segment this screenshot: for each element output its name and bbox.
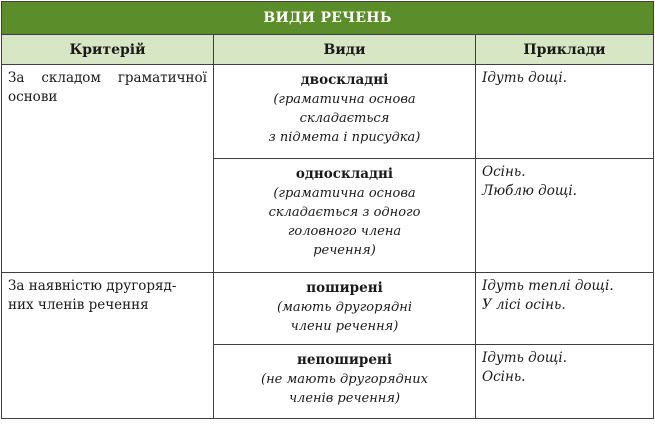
examples-cell xyxy=(476,159,654,273)
table-row xyxy=(2,273,654,345)
header-examples: Приклади xyxy=(476,35,654,65)
header-criterion: Критерій xyxy=(2,35,214,65)
kind-cell xyxy=(214,345,476,419)
title-row xyxy=(2,2,654,35)
criterion-cell xyxy=(2,273,214,419)
kind-cell xyxy=(214,273,476,345)
example-text: Осінь. xyxy=(482,164,526,180)
header-kinds: Види xyxy=(214,35,476,65)
examples-cell xyxy=(476,345,654,419)
kind-name: односкладні xyxy=(295,166,394,182)
example-text: У лісі осінь. xyxy=(482,297,566,313)
example-text: Осінь. xyxy=(482,369,526,385)
header-row xyxy=(2,35,654,65)
sentence-types-table-wrapper xyxy=(1,1,653,419)
kind-description: (граматична основа складається з одного головного члена речення) xyxy=(268,186,421,258)
example-text: Ідуть теплі дощі. xyxy=(482,278,614,294)
example-text: Ідуть дощі. xyxy=(482,350,567,366)
example-text: Ідуть дощі. xyxy=(482,70,567,86)
example-text: Люблю дощі. xyxy=(482,183,577,199)
table-title: ВИДИ РЕЧЕНЬ xyxy=(2,2,654,35)
kind-description: (не мають другорядних членів речення) xyxy=(261,372,428,406)
sentence-types-table xyxy=(1,1,654,419)
kind-name: поширені xyxy=(306,280,383,296)
examples-cell xyxy=(476,65,654,159)
kind-name: непоширені xyxy=(297,352,392,368)
criterion-text: За складом граматичної основи xyxy=(8,70,207,105)
kind-cell xyxy=(214,65,476,159)
examples-cell xyxy=(476,273,654,345)
criterion-cell xyxy=(2,65,214,273)
criterion-text: За наявністю другоряд- них членів речення xyxy=(8,278,177,313)
table-row xyxy=(2,65,654,159)
kind-name: двоскладні xyxy=(300,72,389,88)
kind-description: (мають другорядні члени речення) xyxy=(277,300,412,334)
kind-description: (граматична основа складається з підмета і присудка) xyxy=(268,92,421,145)
kind-cell xyxy=(214,159,476,273)
